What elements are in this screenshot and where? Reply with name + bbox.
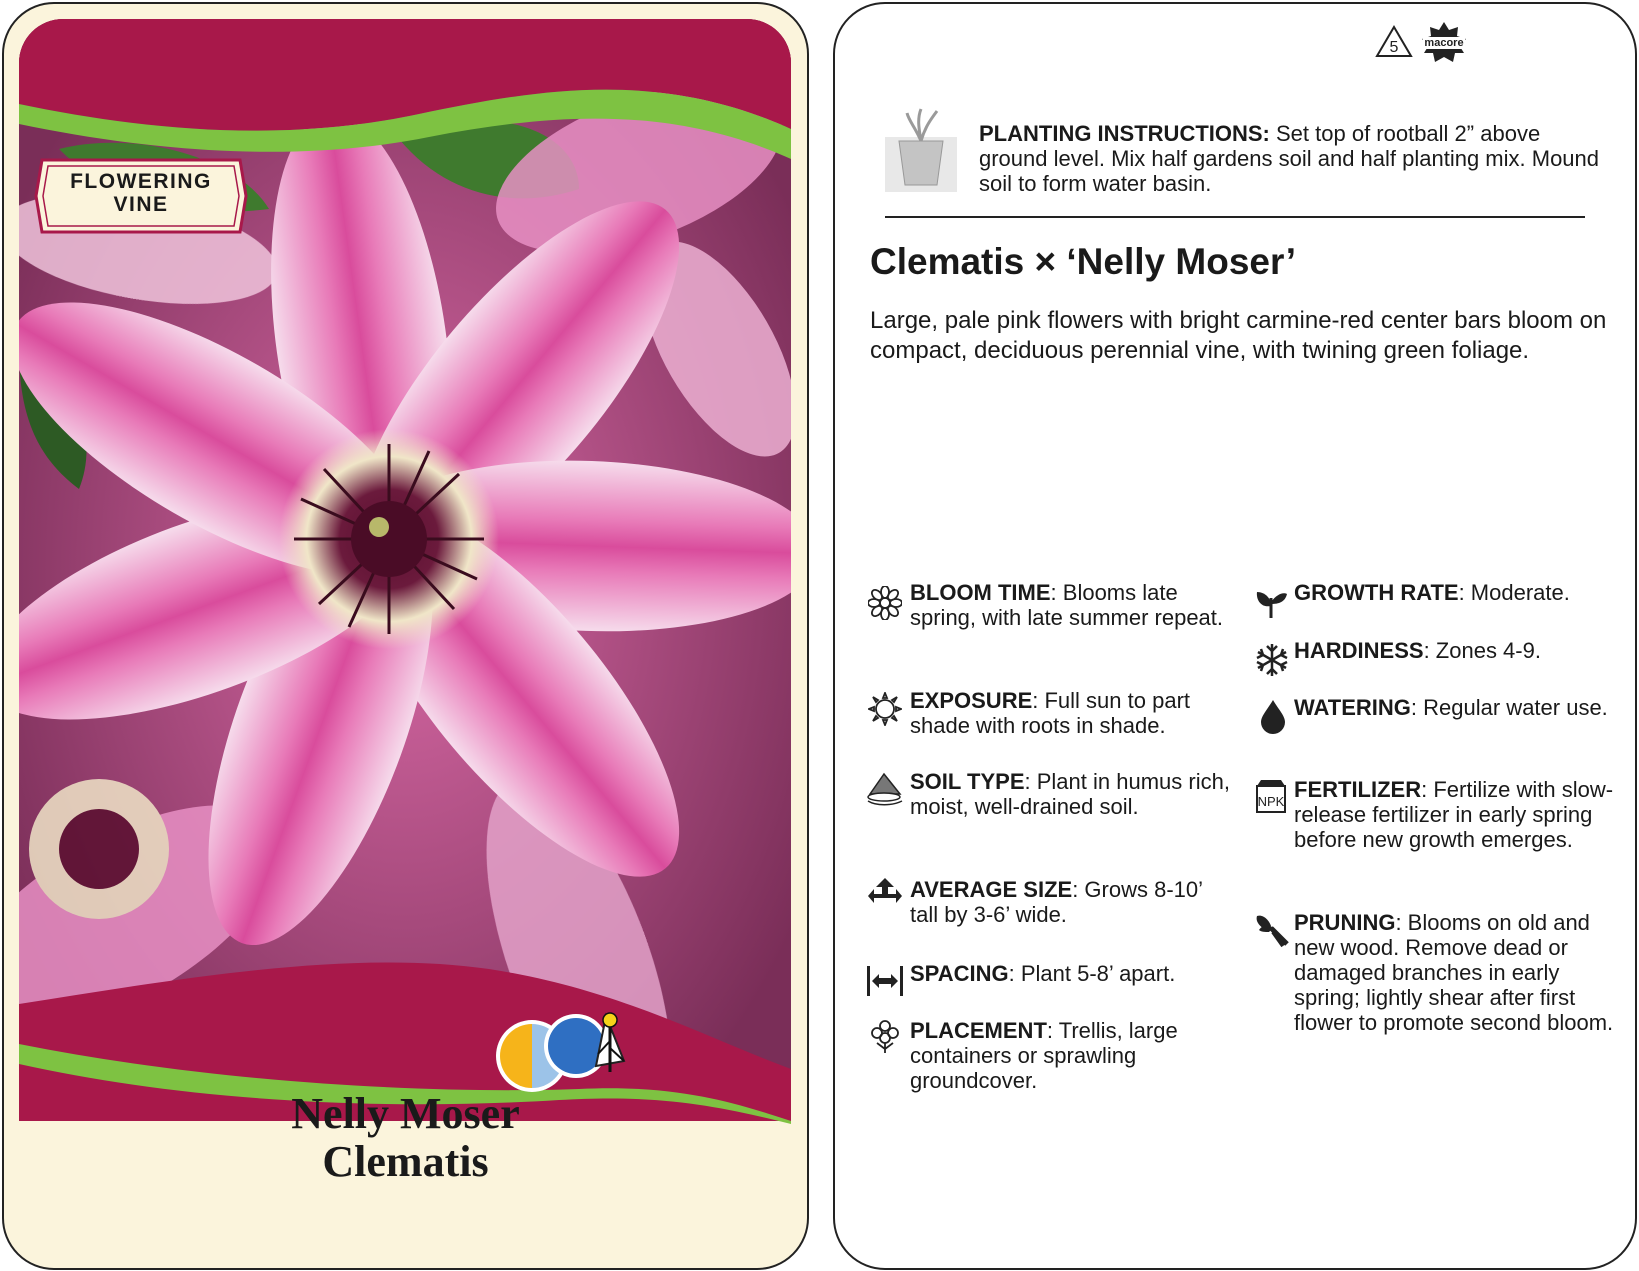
- plant-tag-back: [833, 2, 1637, 1270]
- watering-text: : Regular water use.: [1410, 695, 1608, 720]
- soil-type-text: : Plant in humus rich, moist, well-drained soil.: [910, 769, 1230, 819]
- exposure-title: EXPOSURE: [910, 688, 1033, 713]
- bloom-time: [910, 580, 1230, 630]
- common-name-line2: Clematis: [322, 1137, 489, 1186]
- divider: [885, 216, 1585, 218]
- planting-pot-icon: [885, 107, 957, 197]
- growth-rate-text: : Moderate.: [1458, 580, 1570, 605]
- soil-icon: [866, 770, 904, 806]
- bloom-time-title: BLOOM TIME: [910, 580, 1051, 605]
- flower-icon: [868, 586, 902, 620]
- npk-icon: [1253, 778, 1289, 814]
- pruners-icon: [1253, 910, 1291, 948]
- bloom-time-text: : Blooms late spring, with late summer repeat.: [910, 580, 1224, 630]
- sun-part-shade-icon: [494, 1006, 634, 1096]
- planting-text: Set top of rootball 2” above ground level. Mix half gardens soil and half planting mix. Mound soil to form water basin.: [979, 121, 1600, 196]
- recycle-icon: [1374, 24, 1414, 60]
- badge-line2: VINE: [113, 193, 169, 216]
- placement: [910, 1018, 1230, 1093]
- common-name-line1: Nelly Moser: [291, 1089, 520, 1138]
- fertilizer-title: FERTILIZER: [1294, 777, 1422, 802]
- average-size-text: : Grows 8-10’ tall by 3-6’ wide.: [910, 877, 1203, 927]
- placement-title: PLACEMENT: [910, 1018, 1047, 1043]
- spacing: [910, 961, 1230, 986]
- pruning: [1294, 910, 1624, 1035]
- hardiness-text: : Zones 4-9.: [1423, 638, 1541, 663]
- recycle-number: 5: [1389, 39, 1399, 56]
- spacing-text: : Plant 5-8’ apart.: [1008, 961, 1176, 986]
- planting-title: PLANTING INSTRUCTIONS:: [979, 121, 1270, 146]
- macore-logo: [1419, 20, 1469, 64]
- spacing-arrows-icon: [866, 964, 904, 998]
- npk-label: NPK: [1257, 794, 1285, 809]
- pruning-text: : Blooms on old and new wood. Remove dead or damaged branches in early spring; lightly shear after first flower to promote second bloom.: [1294, 910, 1614, 1035]
- placement-plant-icon: [868, 1019, 902, 1055]
- average-size: [910, 877, 1230, 927]
- watering-title: WATERING: [1294, 695, 1411, 720]
- fertilizer: [1294, 777, 1624, 852]
- growth-rate: [1294, 580, 1624, 605]
- average-size-title: AVERAGE SIZE: [910, 877, 1073, 902]
- hardiness: [1294, 638, 1624, 663]
- soil-type-title: SOIL TYPE: [910, 769, 1025, 794]
- water-drop-icon: [1259, 698, 1287, 734]
- fertilizer-text: : Fertilize with slow-release fertilizer in early spring before new growth emerges.: [1294, 777, 1614, 852]
- hardiness-title: HARDINESS: [1294, 638, 1424, 663]
- plant-description: Large, pale pink flowers with bright carmine-red center bars bloom on compact, deciduous perennial vine, with twining green foliage.: [870, 307, 1607, 364]
- growth-rate-title: GROWTH RATE: [1294, 580, 1459, 605]
- botanical-name: Clematis × ‘Nelly Moser’: [870, 241, 1297, 282]
- plant-tag-front: [2, 2, 809, 1270]
- planting-instructions: [979, 121, 1609, 196]
- category-badge: [34, 154, 248, 238]
- placement-text: : Trellis, large containers or sprawling groundcover.: [910, 1018, 1178, 1093]
- watering: [1294, 695, 1624, 720]
- pruning-title: PRUNING: [1294, 910, 1396, 935]
- sprout-icon: [1253, 584, 1289, 620]
- size-arrows-icon: [866, 876, 904, 912]
- spacing-title: SPACING: [910, 961, 1009, 986]
- badge-line1: FLOWERING: [70, 170, 212, 193]
- sun-icon: [868, 692, 902, 726]
- exposure-text: : Full sun to part shade with roots in shade.: [910, 688, 1191, 738]
- soil-type: [910, 769, 1230, 819]
- exposure: [910, 688, 1230, 738]
- snowflake-icon: [1254, 642, 1290, 678]
- macore-text: macore: [1424, 37, 1464, 49]
